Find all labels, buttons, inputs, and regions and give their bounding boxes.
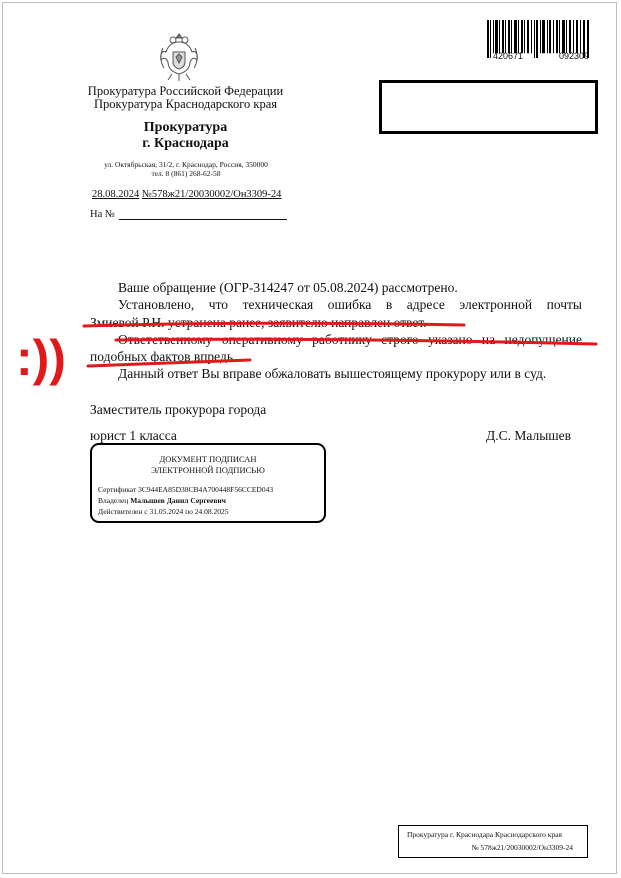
ecp-validity (98, 507, 229, 516)
ecp-owner-value: Малышев Данил Сергеевич (130, 496, 226, 505)
agency-federal: Прокуратура Российской Федерации (87, 84, 284, 98)
ecp-cert-value: 3C944EA85D38CB4A700448F56CCED043 (138, 485, 274, 494)
ecp-valid-from: 31.05.2024 (149, 507, 184, 516)
footer-registration-stamp (398, 825, 588, 858)
ecp-title-line2: ЭЛЕКТРОННОЙ ПОДПИСЬЮ (151, 465, 265, 475)
registration-number: №578ж21/20030002/Он3309-24 (141, 189, 282, 200)
ecp-certificate (98, 485, 273, 494)
agency-regional: Прокуратура Краснодарского края (93, 97, 278, 111)
recipient-address-box (379, 80, 598, 134)
ecp-owner-label: Владелец (98, 496, 129, 505)
electronic-signature-stamp (90, 443, 326, 523)
office-name (78, 120, 293, 152)
ecp-valid-label: Действителен (98, 507, 143, 516)
red-smiley-annotation: :)) (16, 330, 66, 386)
signer-rank: юрист 1 класса (90, 428, 177, 443)
signer-position: Заместитель прокурора города (90, 402, 267, 417)
office-address (86, 160, 286, 178)
ecp-title-line1: ДОКУМЕНТ ПОДПИСАН (159, 454, 257, 464)
ecp-owner (98, 496, 226, 505)
footer-stamp-agency: Прокуратура г. Краснодара Краснодарского края (407, 830, 562, 839)
reference-label: На № (90, 209, 115, 220)
signer-name: Д.С. Малышев (486, 428, 572, 443)
ecp-cert-label: Сертификат (98, 485, 137, 494)
barcode-numbers (493, 51, 589, 61)
barcode-number-right: 092309 (558, 51, 589, 61)
body-line-1: Ваше обращение (ОГР-314247 от 05.08.2024) рассмотрено. (118, 280, 458, 295)
footer-stamp-number: № 578ж21/20030002/Он3309-24 (471, 843, 573, 852)
office-phone: тел. 8 (861) 268-62-58 (151, 169, 221, 178)
registration-line (92, 189, 281, 200)
ecp-valid-from-prefix: с (144, 507, 148, 516)
body-line-2: Установлено, что техническая ошибка в адресе электронной почты (118, 297, 582, 312)
office-name-line1: Прокуратура (143, 120, 228, 135)
reference-line (90, 209, 287, 220)
body-line-6: Данный ответ Вы вправе обжаловать вышестоящему прокурору или в суд. (118, 366, 547, 381)
body-line-4: Ответственному оперативному работнику строго указано на недопущение (118, 332, 582, 347)
coat-of-arms-icon (158, 30, 200, 82)
body-line-3: Змиевой Р.Н. устранена ранее, заявителю направлен ответ. (90, 315, 427, 330)
office-name-line2: г. Краснодара (142, 136, 229, 151)
ecp-valid-to-prefix: по (185, 507, 193, 516)
body-line-5: подобных фактов впредь. (90, 349, 237, 364)
barcode-number-left: 420671 (493, 51, 524, 61)
reference-blank (119, 209, 287, 220)
office-street-address: ул. Октябрьская, 31/2, г. Краснодар, Россия, 350000 (104, 160, 268, 169)
registration-date: 28.08.2024 (92, 189, 140, 200)
ecp-valid-to: 24.08.2025 (194, 507, 229, 516)
